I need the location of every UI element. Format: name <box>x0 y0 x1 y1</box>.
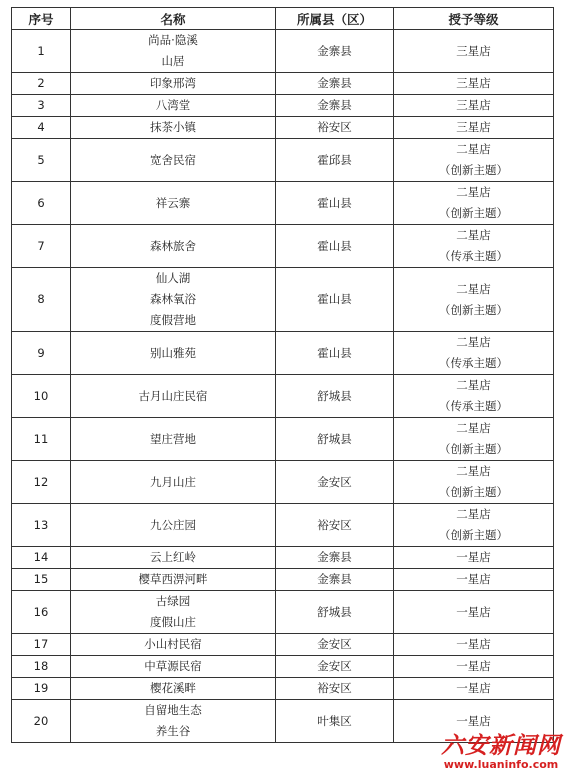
cell-no: 8 <box>12 268 71 332</box>
table-row <box>12 268 554 332</box>
cell-name-line: 古月山庄民宿 <box>138 388 208 403</box>
cell-no: 19 <box>12 678 71 700</box>
cell-name <box>71 700 276 743</box>
header-no: 序号 <box>12 8 71 30</box>
cell-no: 1 <box>12 30 71 73</box>
table-row <box>12 225 554 268</box>
cell-name <box>71 117 276 139</box>
cell-no: 11 <box>12 418 71 461</box>
cell-level-line: （传承主题） <box>439 399 508 413</box>
cell-name-line: 尚品·隐溪 <box>148 33 198 47</box>
cell-name <box>71 591 276 634</box>
cell-level <box>394 139 554 182</box>
cell-level-line: 二星店 <box>456 228 491 242</box>
cell-level-line: 一星店 <box>456 550 491 564</box>
cell-no: 15 <box>12 569 71 591</box>
cell-name <box>71 547 276 569</box>
cell-level <box>394 225 554 268</box>
cell-level <box>394 656 554 678</box>
cell-level-line: 二星店 <box>456 421 491 435</box>
cell-county: 舒城县 <box>276 375 394 418</box>
header-county: 所属县（区） <box>276 8 394 30</box>
cell-no: 14 <box>12 547 71 569</box>
cell-name-line: 九月山庄 <box>150 474 196 489</box>
cell-county: 霍山县 <box>276 332 394 375</box>
cell-county: 金寨县 <box>276 547 394 569</box>
cell-county: 金寨县 <box>276 73 394 95</box>
table-row <box>12 504 554 547</box>
cell-name-line: 山居 <box>161 54 185 68</box>
cell-name-line: 小山村民宿 <box>144 637 202 651</box>
cell-level <box>394 117 554 139</box>
watermark-title: 六安新闻网 <box>441 733 561 759</box>
cell-name-line: 祥云寨 <box>155 195 191 210</box>
cell-county: 舒城县 <box>276 418 394 461</box>
cell-county: 霍邱县 <box>276 139 394 182</box>
cell-level-line: 三星店 <box>456 120 491 134</box>
cell-name-line: 樱草西淠河畔 <box>138 572 208 586</box>
cell-county: 裕安区 <box>276 117 394 139</box>
cell-no: 13 <box>12 504 71 547</box>
cell-level-line: 二星店 <box>456 464 491 478</box>
cell-no: 6 <box>12 182 71 225</box>
table-row <box>12 182 554 225</box>
cell-name <box>71 656 276 678</box>
cell-level-line: 二星店 <box>456 378 491 392</box>
cell-name <box>71 569 276 591</box>
cell-no: 17 <box>12 634 71 656</box>
cell-name <box>71 30 276 73</box>
cell-name-line: 仙人湖 <box>155 271 191 285</box>
cell-name <box>71 268 276 332</box>
cell-name-line: 度假营地 <box>150 313 196 327</box>
cell-name-line: 别山雅苑 <box>150 345 196 360</box>
table-row <box>12 634 554 656</box>
table-row <box>12 678 554 700</box>
cell-level <box>394 504 554 547</box>
table-row <box>12 461 554 504</box>
cell-name-line: 古绿园 <box>155 594 191 608</box>
cell-name <box>71 95 276 117</box>
cell-name <box>71 634 276 656</box>
cell-county: 金寨县 <box>276 30 394 73</box>
table-row <box>12 332 554 375</box>
cell-name-line: 森林氧浴 <box>150 292 196 306</box>
table-row <box>12 591 554 634</box>
cell-name-line: 云上红岭 <box>150 550 196 564</box>
cell-name-line: 樱花溪畔 <box>150 681 196 695</box>
cell-level-line: 一星店 <box>456 604 491 619</box>
watermark-url: www.luaninfo.com <box>443 758 559 771</box>
cell-name <box>71 678 276 700</box>
cell-name <box>71 418 276 461</box>
cell-name-line: 养生谷 <box>155 724 191 738</box>
hotel-rating-table <box>11 7 554 743</box>
cell-no: 12 <box>12 461 71 504</box>
cell-no: 16 <box>12 591 71 634</box>
cell-level-line: 一星店 <box>456 572 491 586</box>
cell-name <box>71 504 276 547</box>
cell-level-line: （创新主题） <box>439 442 508 456</box>
table-row <box>12 656 554 678</box>
cell-level-line: （创新主题） <box>439 206 508 220</box>
cell-county: 叶集区 <box>276 700 394 743</box>
cell-county: 裕安区 <box>276 678 394 700</box>
cell-no: 5 <box>12 139 71 182</box>
cell-name <box>71 225 276 268</box>
cell-level <box>394 634 554 656</box>
table-row <box>12 547 554 569</box>
cell-name-line: 印象邢湾 <box>150 76 196 90</box>
cell-level-line: 三星店 <box>456 76 491 90</box>
cell-level-line: （创新主题） <box>439 485 508 499</box>
cell-no: 4 <box>12 117 71 139</box>
cell-level <box>394 332 554 375</box>
cell-level-line: （创新主题） <box>439 163 508 177</box>
cell-name-line: 宽舍民宿 <box>150 152 196 167</box>
table-row <box>12 95 554 117</box>
cell-name <box>71 332 276 375</box>
cell-level <box>394 591 554 634</box>
table-row <box>12 418 554 461</box>
cell-name-line: 度假山庄 <box>150 615 196 629</box>
cell-no: 7 <box>12 225 71 268</box>
cell-county: 金安区 <box>276 656 394 678</box>
cell-name-line: 中草源民宿 <box>144 659 202 673</box>
cell-county: 金安区 <box>276 634 394 656</box>
table-row <box>12 139 554 182</box>
cell-level <box>394 375 554 418</box>
cell-county: 金安区 <box>276 461 394 504</box>
cell-level <box>394 268 554 332</box>
cell-county: 霍山县 <box>276 182 394 225</box>
cell-level-line: （传承主题） <box>439 356 508 370</box>
cell-level <box>394 461 554 504</box>
cell-no: 10 <box>12 375 71 418</box>
cell-level <box>394 418 554 461</box>
table-row <box>12 73 554 95</box>
cell-level <box>394 678 554 700</box>
table-header-row <box>12 8 554 30</box>
cell-level <box>394 95 554 117</box>
cell-level-line: 二星店 <box>456 507 491 521</box>
cell-name <box>71 375 276 418</box>
cell-name-line: 森林旅舍 <box>150 238 196 253</box>
cell-name <box>71 139 276 182</box>
cell-level <box>394 182 554 225</box>
cell-name-line: 自留地生态 <box>144 703 202 717</box>
cell-name <box>71 182 276 225</box>
cell-level-line: 三星店 <box>456 98 491 112</box>
cell-no: 20 <box>12 700 71 743</box>
cell-level-line: （创新主题） <box>439 528 508 542</box>
cell-level <box>394 30 554 73</box>
table-row <box>12 30 554 73</box>
header-level: 授予等级 <box>394 8 554 30</box>
cell-level <box>394 547 554 569</box>
cell-level-line: 二星店 <box>456 335 491 349</box>
cell-level-line: 一星店 <box>456 637 491 651</box>
cell-county: 金寨县 <box>276 95 394 117</box>
cell-level-line: （创新主题） <box>439 302 508 317</box>
cell-county: 舒城县 <box>276 591 394 634</box>
table-row <box>12 569 554 591</box>
cell-level-line: 一星店 <box>456 681 491 695</box>
cell-county: 裕安区 <box>276 504 394 547</box>
cell-county: 金寨县 <box>276 569 394 591</box>
cell-no: 9 <box>12 332 71 375</box>
cell-level-line: 二星店 <box>456 185 491 199</box>
cell-county: 霍山县 <box>276 268 394 332</box>
cell-name <box>71 461 276 504</box>
cell-county: 霍山县 <box>276 225 394 268</box>
cell-level-line: 二星店 <box>456 281 491 296</box>
cell-level-line: 一星店 <box>456 659 491 673</box>
cell-name-line: 九公庄园 <box>150 517 196 532</box>
cell-level-line: （传承主题） <box>439 249 508 263</box>
header-name: 名称 <box>71 8 276 30</box>
cell-no: 3 <box>12 95 71 117</box>
table-row <box>12 375 554 418</box>
cell-name-line: 八湾堂 <box>155 98 191 112</box>
cell-level-line: 二星店 <box>456 142 491 156</box>
cell-no: 2 <box>12 73 71 95</box>
cell-level-line: 一星店 <box>456 713 491 728</box>
cell-level <box>394 569 554 591</box>
cell-level-line: 三星店 <box>456 43 491 58</box>
cell-level <box>394 73 554 95</box>
site-watermark <box>441 733 561 771</box>
cell-name <box>71 73 276 95</box>
cell-name-line: 抹茶小镇 <box>150 120 196 134</box>
table-row <box>12 117 554 139</box>
cell-no: 18 <box>12 656 71 678</box>
cell-name-line: 望庄营地 <box>150 431 196 446</box>
